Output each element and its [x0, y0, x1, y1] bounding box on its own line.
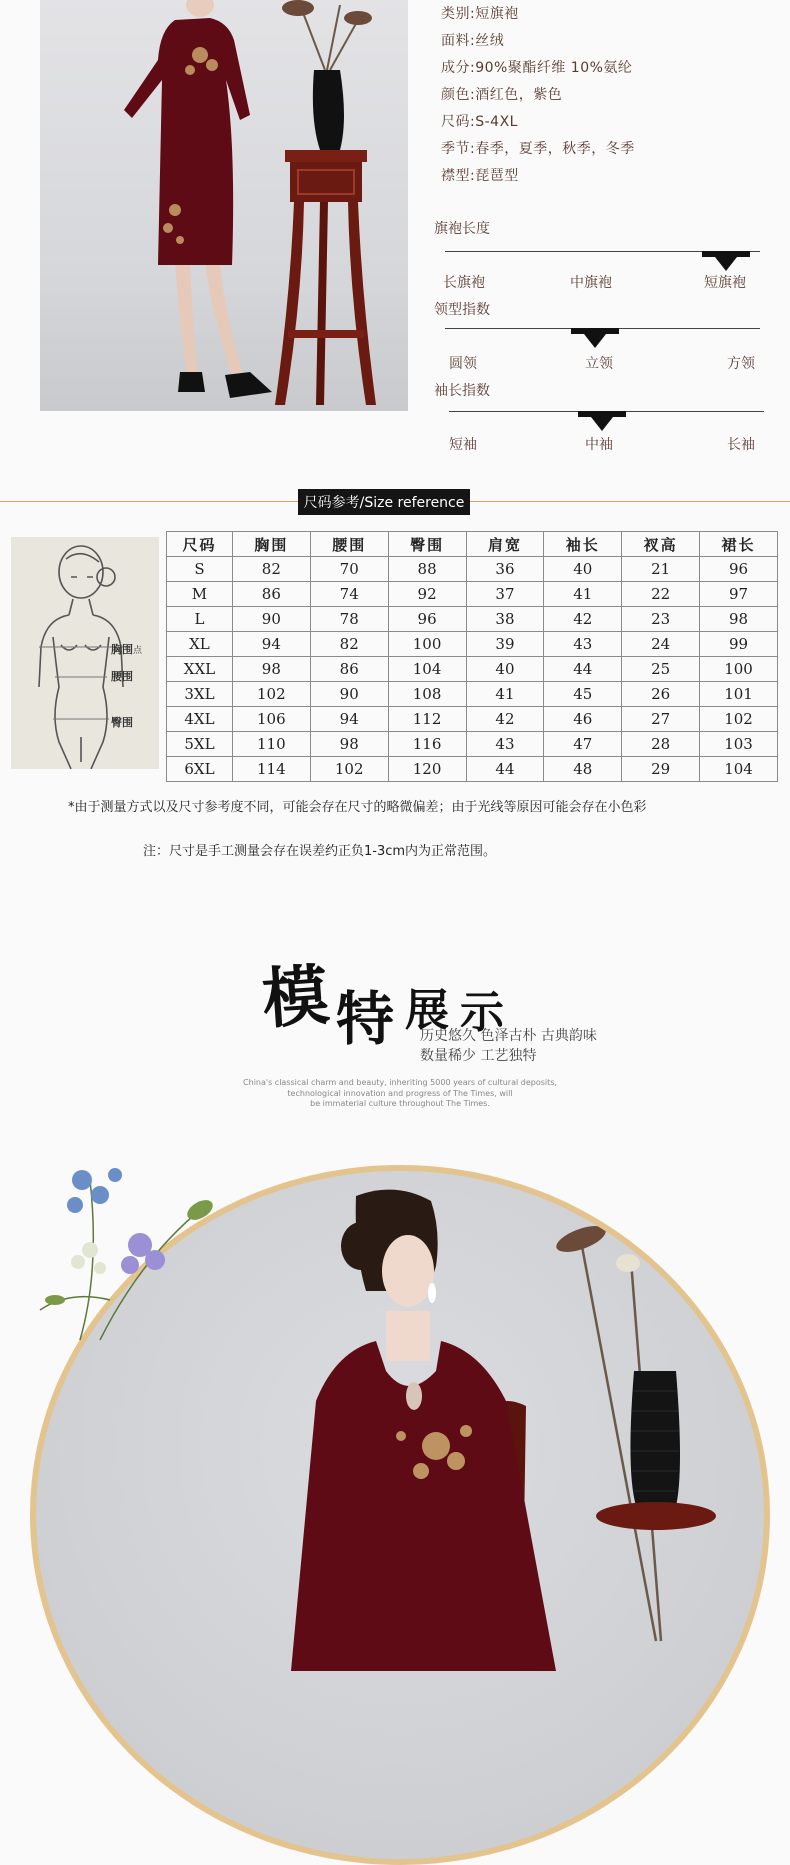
scale-label: 立领 — [585, 356, 613, 372]
measure-cell: 42 — [544, 607, 622, 632]
body-measure-figure — [11, 537, 159, 769]
scale-label: 中旗袍 — [570, 275, 612, 291]
measure-cell: 100 — [388, 632, 466, 657]
size-table — [166, 531, 778, 782]
measure-cell: 86 — [232, 582, 310, 607]
measure-cell: 45 — [544, 682, 622, 707]
scale-label: 圆领 — [449, 356, 477, 372]
measure-cell: 24 — [622, 632, 700, 657]
measure-cell: 114 — [232, 757, 310, 782]
scale-label: 长袖 — [727, 437, 755, 453]
size-cell: 6XL — [167, 757, 233, 782]
column-header: 裙长 — [700, 532, 778, 557]
measure-cell: 28 — [622, 732, 700, 757]
measure-cell: 102 — [310, 757, 388, 782]
table-row — [167, 682, 778, 707]
measure-cell: 70 — [310, 557, 388, 582]
size-cell: 5XL — [167, 732, 233, 757]
english-line-2: technological innovation and progress of The Times, will — [287, 1089, 513, 1098]
measure-cell: 110 — [232, 732, 310, 757]
scale-pointer-icon — [584, 334, 606, 348]
measure-cell: 23 — [622, 607, 700, 632]
size-cell: M — [167, 582, 233, 607]
measure-cell: 44 — [544, 657, 622, 682]
scale-title: 旗袍长度 — [434, 221, 490, 237]
measure-cell: 104 — [700, 757, 778, 782]
table-row — [167, 582, 778, 607]
measure-cell: 42 — [466, 707, 544, 732]
measure-cell: 29 — [622, 757, 700, 782]
column-header: 袖长 — [544, 532, 622, 557]
title-char: 展 — [405, 985, 449, 1036]
size-cell: S — [167, 557, 233, 582]
spec-placket: 襟型:琵琶型 — [441, 168, 519, 184]
measure-cell: 40 — [466, 657, 544, 682]
measure-cell: 38 — [466, 607, 544, 632]
scale-label: 中袖 — [585, 437, 613, 453]
scale-label: 长旗袍 — [443, 275, 485, 291]
size-cell: XL — [167, 632, 233, 657]
spec-season: 季节:春季，夏季，秋季，冬季 — [441, 141, 635, 157]
measure-cell: 37 — [466, 582, 544, 607]
spec-size: 尺码:S-4XL — [441, 114, 518, 130]
measure-cell: 40 — [544, 557, 622, 582]
column-header: 腰围 — [310, 532, 388, 557]
column-header: 尺码 — [167, 532, 233, 557]
measure-cell: 22 — [622, 582, 700, 607]
table-row — [167, 607, 778, 632]
measure-cell: 100 — [700, 657, 778, 682]
table-row — [167, 657, 778, 682]
measure-cell: 90 — [232, 607, 310, 632]
measure-cell: 98 — [700, 607, 778, 632]
measure-cell: 96 — [700, 557, 778, 582]
measure-cell: 101 — [700, 682, 778, 707]
title-char: 示 — [460, 987, 504, 1038]
measure-cell: 99 — [700, 632, 778, 657]
figure-label-chest: 胸围点 — [111, 643, 143, 656]
measure-cell: 43 — [544, 632, 622, 657]
scale-title: 袖长指数 — [434, 383, 490, 399]
measure-cell: 26 — [622, 682, 700, 707]
column-header: 臀围 — [388, 532, 466, 557]
english-line-3: be immaterial culture throughout The Times. — [310, 1099, 490, 1108]
table-row — [167, 757, 778, 782]
table-row — [167, 732, 778, 757]
spec-fabric: 面料:丝绒 — [441, 33, 505, 49]
table-header-row — [167, 532, 778, 557]
size-cell: 4XL — [167, 707, 233, 732]
measure-cell: 94 — [232, 632, 310, 657]
flower-decoration — [20, 1150, 230, 1350]
measure-cell: 106 — [232, 707, 310, 732]
column-header: 胸围 — [232, 532, 310, 557]
product-photo-top — [40, 0, 408, 411]
measure-cell: 41 — [466, 682, 544, 707]
measure-cell: 96 — [388, 607, 466, 632]
measure-cell: 27 — [622, 707, 700, 732]
english-line-1: China's classical charm and beauty, inheriting 5000 years of cultural deposits, — [243, 1078, 557, 1087]
size-cell: 3XL — [167, 682, 233, 707]
size-cell: XXL — [167, 657, 233, 682]
measure-cell: 103 — [700, 732, 778, 757]
measure-cell: 82 — [310, 632, 388, 657]
measure-cell: 82 — [232, 557, 310, 582]
title-char: 特 — [336, 985, 395, 1053]
measure-cell: 98 — [232, 657, 310, 682]
spec-color: 颜色:酒红色，紫色 — [441, 87, 563, 103]
scale-pointer-icon — [715, 257, 737, 271]
title-char: 模 — [259, 955, 332, 1039]
measure-cell: 90 — [310, 682, 388, 707]
scale-label: 短旗袍 — [704, 275, 746, 291]
table-row — [167, 557, 778, 582]
measure-cell: 74 — [310, 582, 388, 607]
measure-cell: 112 — [388, 707, 466, 732]
measure-cell: 78 — [310, 607, 388, 632]
measure-cell: 94 — [310, 707, 388, 732]
figure-label-waist: 腰围 — [111, 670, 133, 683]
measure-cell: 120 — [388, 757, 466, 782]
measure-cell: 104 — [388, 657, 466, 682]
scale-pointer-icon — [591, 417, 613, 431]
table-row — [167, 707, 778, 732]
measure-cell: 108 — [388, 682, 466, 707]
measure-cell: 41 — [544, 582, 622, 607]
size-note-2: 注：尺寸是手工测量会存在误差约正负1-3cm内为正常范围。 — [143, 844, 497, 859]
measure-cell: 36 — [466, 557, 544, 582]
figure-label-hip: 臀围 — [111, 716, 133, 729]
scale-title: 领型指数 — [434, 302, 490, 318]
table-row — [167, 632, 778, 657]
size-note-1: *由于测量方式以及尺寸参考度不同，可能会存在尺寸的略微偏差；由于光线等原因可能会存在小色彩 — [68, 800, 647, 815]
spec-category: 类别:短旗袍 — [441, 6, 519, 22]
measure-cell: 98 — [310, 732, 388, 757]
measure-cell: 44 — [466, 757, 544, 782]
measure-cell: 47 — [544, 732, 622, 757]
measure-cell: 88 — [388, 557, 466, 582]
measure-cell: 86 — [310, 657, 388, 682]
measure-cell: 46 — [544, 707, 622, 732]
measure-cell: 39 — [466, 632, 544, 657]
size-cell: L — [167, 607, 233, 632]
measure-cell: 43 — [466, 732, 544, 757]
size-reference-header: 尺码参考/Size reference — [298, 489, 470, 515]
measure-cell: 97 — [700, 582, 778, 607]
measure-cell: 21 — [622, 557, 700, 582]
measure-cell: 102 — [700, 707, 778, 732]
subtitle-line-1: 历史悠久 色泽古朴 古典韵味 — [420, 1028, 597, 1044]
column-header: 衩高 — [622, 532, 700, 557]
spec-composition: 成分:90%聚酯纤维 10%氨纶 — [441, 60, 633, 76]
measure-cell: 25 — [622, 657, 700, 682]
measure-cell: 116 — [388, 732, 466, 757]
subtitle-line-2: 数量稀少 工艺独特 — [420, 1048, 537, 1064]
scale-label: 短袖 — [449, 437, 477, 453]
measure-cell: 92 — [388, 582, 466, 607]
column-header: 肩宽 — [466, 532, 544, 557]
measure-cell: 102 — [232, 682, 310, 707]
scale-label: 方领 — [727, 356, 755, 372]
measure-cell: 48 — [544, 757, 622, 782]
